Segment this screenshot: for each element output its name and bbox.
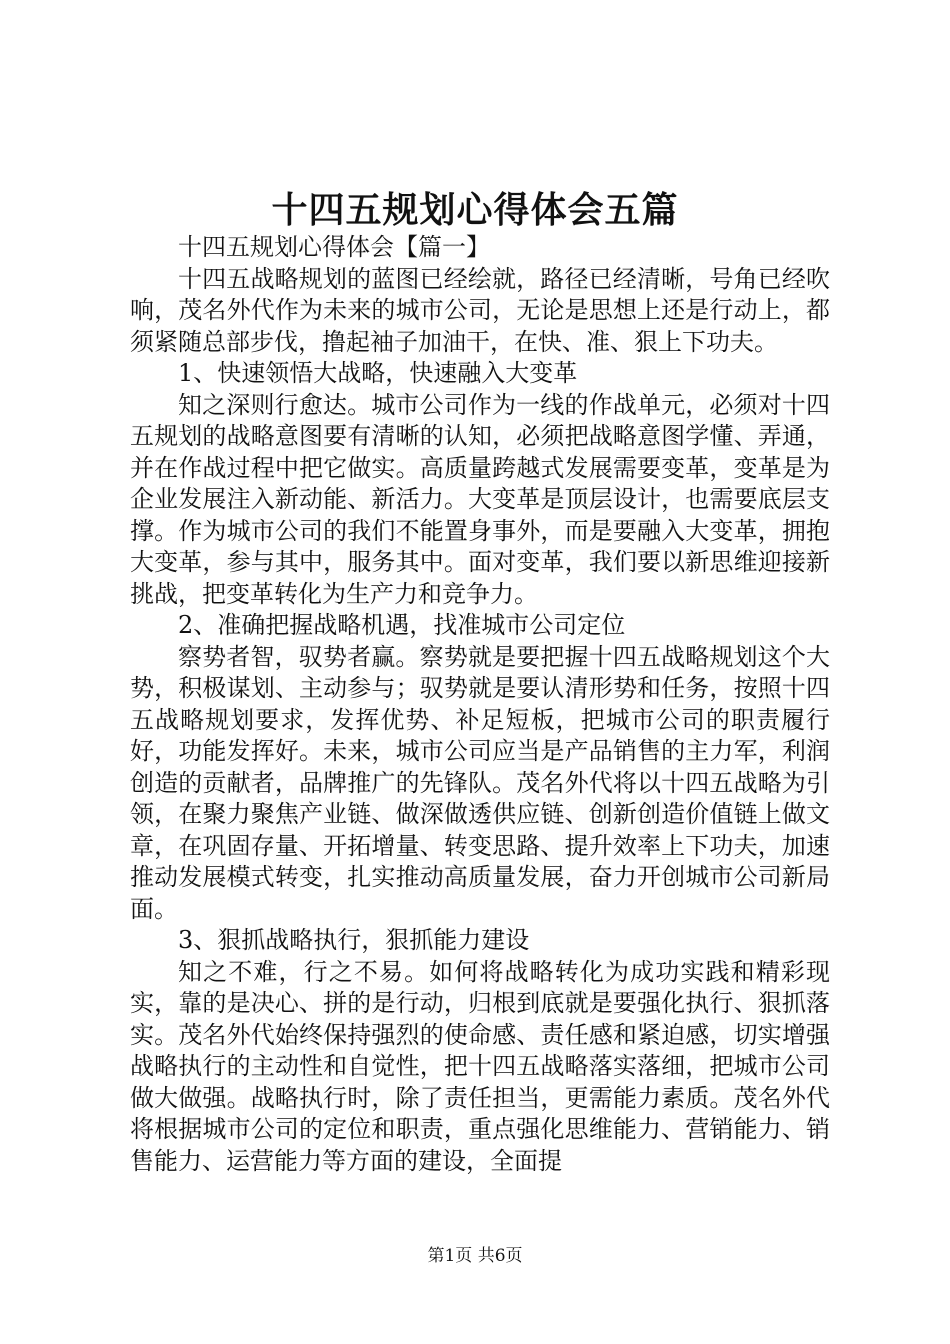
body-paragraph: 知之深则行愈达。城市公司作为一线的作战单元，必须对十四五规划的战略意图要有清晰的认知，必须把战略意图学懂、弄通，并在作战过程中把它做实。高质量跨越式发展需要变革，变革是为企业发展注入新动能、新活力。大变革是顶层设计，也需要底层支撑。作为城市公司的我们不能置身事外，而是要融入大变革，拥抱大变革，参与其中，服务其中。面对变革，我们要以新思维迎接新挑战，把变革转化为生产力和竞争力。 bbox=[130, 390, 830, 608]
document-title: 十四五规划心得体会五篇 bbox=[271, 189, 679, 231]
document-body bbox=[130, 232, 830, 1177]
section-heading: 2、准确把握战略机遇，找准城市公司定位 bbox=[178, 611, 626, 639]
section-heading: 3、狠抓战略执行，狠抓能力建设 bbox=[178, 926, 530, 954]
section-heading: 十四五规划心得体会【篇一】 bbox=[178, 233, 490, 261]
body-paragraph: 十四五战略规划的蓝图已经绘就，路径已经清晰，号角已经吹响，茂名外代作为未来的城市公司，无论是思想上还是行动上，都须紧随总部步伐，撸起袖子加油干，在快、准、狠上下功夫。 bbox=[130, 264, 830, 356]
page-footer: 第1页 共6页 bbox=[427, 1246, 523, 1266]
section-heading: 1、快速领悟大战略，快速融入大变革 bbox=[178, 359, 578, 387]
body-paragraph: 察势者智，驭势者赢。察势就是要把握十四五战略规划这个大势，积极谋划、主动参与；驭势就是要认清形势和任务，按照十四五战略规划要求，发挥优势、补足短板，把城市公司的职责履行好，功能发挥好。未来，城市公司应当是产品销售的主力军，利润创造的贡献者，品牌推广的先锋队。茂名外代将以十四五战略为引领，在聚力聚焦产业链、做深做透供应链、创新创造价值链上做文章，在巩固存量、开拓增量、转变思路、提升效率上下功夫，加速推动发展模式转变，扎实推动高质量发展，奋力开创城市公司新局面。 bbox=[130, 642, 830, 923]
body-paragraph: 知之不难，行之不易。如何将战略转化为成功实践和精彩现实，靠的是决心、拼的是行动，归根到底就是要强化执行、狠抓落实。茂名外代始终保持强烈的使命感、责任感和紧迫感，切实增强战略执行的主动性和自觉性，把十四五战略落实落细，把城市公司做大做强。战略执行时，除了责任担当，更需能力素质。茂名外代将根据城市公司的定位和职责，重点强化思维能力、营销能力、销售能力、运营能力等方面的建设，全面提 bbox=[130, 957, 830, 1175]
